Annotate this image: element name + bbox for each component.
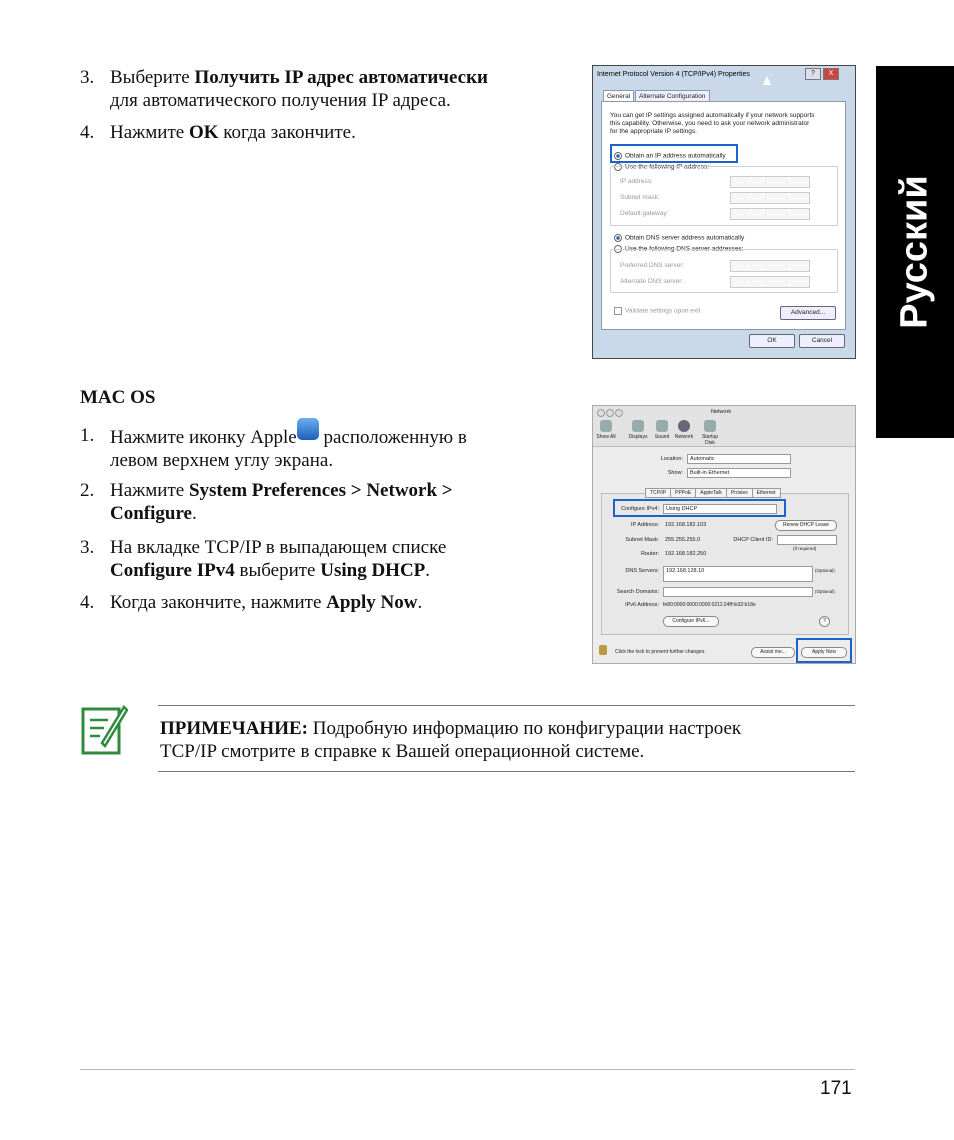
step-number: 3.: [80, 537, 95, 558]
configure-ipv4-highlight: [613, 499, 786, 517]
general-panel: [601, 101, 846, 330]
settings-tabs: [645, 488, 780, 497]
obtain-ip-highlight: [610, 144, 738, 163]
step-3-text: На вкладке TCP/IP в выпадающем списке Configure IPv4 выберите Using DHCP.: [110, 537, 447, 581]
disk-icon: [704, 420, 716, 432]
radio-selected-icon: [614, 234, 622, 242]
alternate-dns-label: Alternate DNS server:: [620, 278, 684, 285]
toolbar-network[interactable]: Network: [673, 420, 695, 440]
window-title: Network: [711, 409, 732, 415]
validate-checkbox[interactable]: Validate settings upon exit: [614, 307, 700, 315]
location-label: Location:: [660, 456, 683, 462]
note-text: ПРИМЕЧАНИЕ: Подробную информацию по конфигурации настроек TCP/IP смотрите в справке к Вашей операционной системе.: [160, 718, 742, 762]
step-2-text: Нажмите System Preferences > Network > Configure.: [110, 480, 453, 524]
description-line: this capability. Otherwise, you need to ask your network administrator: [610, 120, 810, 127]
step-4-text: Когда закончите, нажмите Apply Now.: [110, 592, 423, 613]
apply-now-highlight: [796, 638, 852, 663]
dialog-title: Internet Protocol Version 4 (TCP/IPv4) Properties: [597, 71, 750, 78]
show-select[interactable]: Built-in Ethernet: [687, 468, 791, 478]
obtain-dns-radio[interactable]: Obtain DNS server address automatically: [614, 234, 744, 242]
tab-general[interactable]: General: [603, 90, 634, 104]
close-button[interactable]: X: [823, 68, 839, 80]
router-label: Router:: [640, 551, 659, 557]
globe-icon: [678, 420, 690, 432]
step-4-text: Нажмите OK когда закончите.: [110, 122, 356, 143]
mac-os-heading: MAC OS: [80, 387, 156, 408]
mouse-cursor-icon: [763, 76, 771, 85]
subnet-mask-label: Subnet Mask:: [625, 537, 659, 543]
show-all-icon: [600, 420, 612, 432]
subnet-mask-label: Subnet mask:: [620, 194, 660, 201]
note-label: ПРИМЕЧАНИЕ:: [160, 718, 308, 739]
location-select[interactable]: Automatic: [687, 454, 791, 464]
description-line: for the appropriate IP settings.: [610, 128, 697, 135]
assist-me-button[interactable]: Assist me...: [751, 647, 795, 658]
router-value: 192.168.182.250: [665, 551, 707, 557]
obtain-ip-radio[interactable]: Obtain an IP address automatically: [614, 152, 726, 160]
optional-note: (Optional): [815, 589, 835, 594]
use-dns-radio[interactable]: Use the following DNS server addresses:: [614, 245, 744, 253]
step-number: 4.: [80, 122, 95, 143]
alternate-dns-field[interactable]: . . .: [730, 276, 810, 288]
ip-address-label: IP address:: [620, 178, 653, 185]
display-icon: [632, 420, 644, 432]
page-number: 171: [820, 1078, 852, 1099]
optional-note: (Optional): [815, 568, 835, 573]
apple-icon: [297, 418, 319, 440]
tab-ethernet[interactable]: Ethernet: [752, 488, 781, 498]
step-3-text: Выберите Получить IP адрес автоматически для автоматического получения IP адреса.: [110, 67, 488, 111]
ipv6-address-label: IPv6 Address:: [625, 602, 659, 608]
mac-network-window: [592, 405, 856, 664]
preferred-dns-field[interactable]: . . .: [730, 260, 810, 272]
step-number: 4.: [80, 592, 95, 613]
search-domains-field[interactable]: [663, 587, 813, 597]
tab-pppoe[interactable]: PPPoE: [670, 488, 696, 498]
ipv4-properties-dialog: [592, 65, 856, 359]
ip-address-value: 192.168.182.103: [665, 522, 707, 528]
subnet-mask-field[interactable]: . . .: [730, 192, 810, 204]
footer-rule: [80, 1069, 855, 1070]
ip-address-field[interactable]: . . .: [730, 176, 810, 188]
zoom-dot-icon[interactable]: [615, 409, 623, 417]
minimize-dot-icon[interactable]: [606, 409, 614, 417]
default-gateway-label: Default gateway:: [620, 210, 669, 217]
step-number: 3.: [80, 67, 95, 88]
help-button[interactable]: ?: [819, 616, 830, 627]
dns-servers-field[interactable]: 192.168.128.10: [663, 566, 813, 582]
tab-alternate-configuration[interactable]: Alternate Configuration: [635, 90, 710, 104]
toolbar-startup-disk[interactable]: Startup Disk: [699, 420, 721, 446]
speaker-icon: [656, 420, 668, 432]
toolbar-sound[interactable]: Sound: [651, 420, 673, 440]
cancel-button[interactable]: Cancel: [799, 334, 845, 348]
use-ip-radio[interactable]: Use the following IP address:: [614, 163, 709, 171]
step-number: 1.: [80, 425, 95, 446]
show-label: Show:: [667, 470, 683, 476]
dns-servers-label: DNS Servers:: [625, 568, 659, 574]
tab-appletalk[interactable]: AppleTalk: [695, 488, 727, 498]
configure-ipv4-label: Configure IPv4:: [621, 506, 659, 512]
step-number: 2.: [80, 480, 95, 501]
search-domains-label: Search Domains:: [616, 589, 659, 595]
subnet-mask-value: 255.255.255.0: [665, 537, 701, 543]
note-bottom-rule: [158, 771, 855, 772]
toolbar-displays[interactable]: Displays: [627, 420, 649, 440]
configure-ipv6-button[interactable]: Configure IPv6...: [663, 616, 719, 627]
lock-text: Click the lock to prevent further changes.: [615, 649, 706, 655]
dhcp-client-id-label: DHCP Client ID:: [733, 537, 773, 543]
close-dot-icon[interactable]: [597, 409, 605, 417]
ip-address-label: IP Address:: [630, 522, 659, 528]
note-top-rule: [158, 705, 855, 706]
preferred-dns-label: Preferred DNS server:: [620, 262, 685, 269]
lock-icon[interactable]: [599, 645, 607, 655]
if-required-note: (If required): [793, 546, 817, 551]
renew-dhcp-button[interactable]: Renew DHCP Lease: [775, 520, 837, 531]
checkbox-icon: [614, 307, 622, 315]
ok-button[interactable]: OK: [749, 334, 795, 348]
tab-tcpip[interactable]: TCP/IP: [645, 488, 671, 498]
note-icon: [80, 703, 128, 757]
dhcp-client-id-field[interactable]: [777, 535, 837, 545]
language-tab-label: Русский: [893, 175, 936, 329]
step-1-text: Нажмите иконку Apple расположенную в левом верхнем углу экрана.: [110, 424, 580, 472]
apply-now-button[interactable]: Apply Now: [801, 647, 847, 658]
ipv6-address-value: fe80:0000:0000:0000:0211:24ff:fe32:b18e: [663, 602, 756, 608]
tab-proxies[interactable]: Proxies: [726, 488, 753, 498]
configure-ipv4-select[interactable]: Using DHCP: [663, 504, 777, 514]
description-line: You can get IP settings assigned automatically if your network supports: [610, 112, 815, 119]
language-tab: [876, 66, 954, 438]
toolbar-show-all[interactable]: Show All: [595, 420, 617, 440]
help-button[interactable]: ?: [805, 68, 821, 80]
advanced-button[interactable]: Advanced...: [780, 306, 836, 320]
default-gateway-field[interactable]: . . .: [730, 208, 810, 220]
